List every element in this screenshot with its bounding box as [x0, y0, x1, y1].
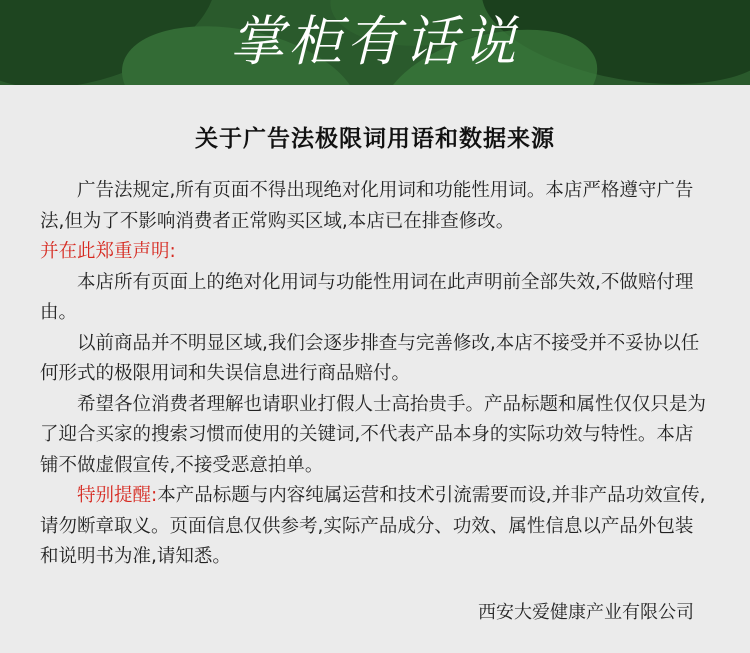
special-notice-label: 特别提醒:: [77, 485, 158, 506]
paragraph-request: 希望各位消费者理解也请职业打假人士高抬贵手。产品标题和属性仅仅只是为了迎合买家的搜索习惯而使用的关键词,不代表产品本身的实际功效与特性。本店铺不做虚假宣传,不接受恶意拍单。: [40, 393, 707, 476]
paragraph-invalidation: 本店所有页面上的绝对化用词与功能性用词在此声明前全部失效,不做赔付理由。: [40, 271, 694, 323]
header-banner: [0, 0, 750, 85]
paragraph-special-notice: [40, 481, 710, 573]
declaration-label: 并在此郑重声明:: [40, 241, 176, 262]
paragraph-no-compensation: 以前商品并不明显区域,我们会逐步排查与完善修改,本店不接受并不妥协以任何形式的极限用词和失误信息进行商品赔付。: [40, 332, 700, 384]
page-title: 关于广告法极限词用语和数据来源: [195, 126, 555, 152]
special-notice-text: 本产品标题与内容纯属运营和技术引流需要而设,并非产品功效宣传,请勿断章取义。页面信息仅供参考,实际产品成分、功效、属性信息以产品外包装和说明书为准,请知悉。: [40, 485, 706, 567]
company-signature: 西安大爱健康产业有限公司: [478, 602, 694, 623]
banner-title: 掌柜有话说: [230, 10, 520, 73]
statement-body: [40, 176, 710, 573]
paragraph-ad-law: 广告法规定,所有页面不得出现绝对化用词和功能性用词。本店严格遵守广告法,但为了不影响消费者正常购买区域,本店已在排查修改。: [40, 180, 694, 232]
